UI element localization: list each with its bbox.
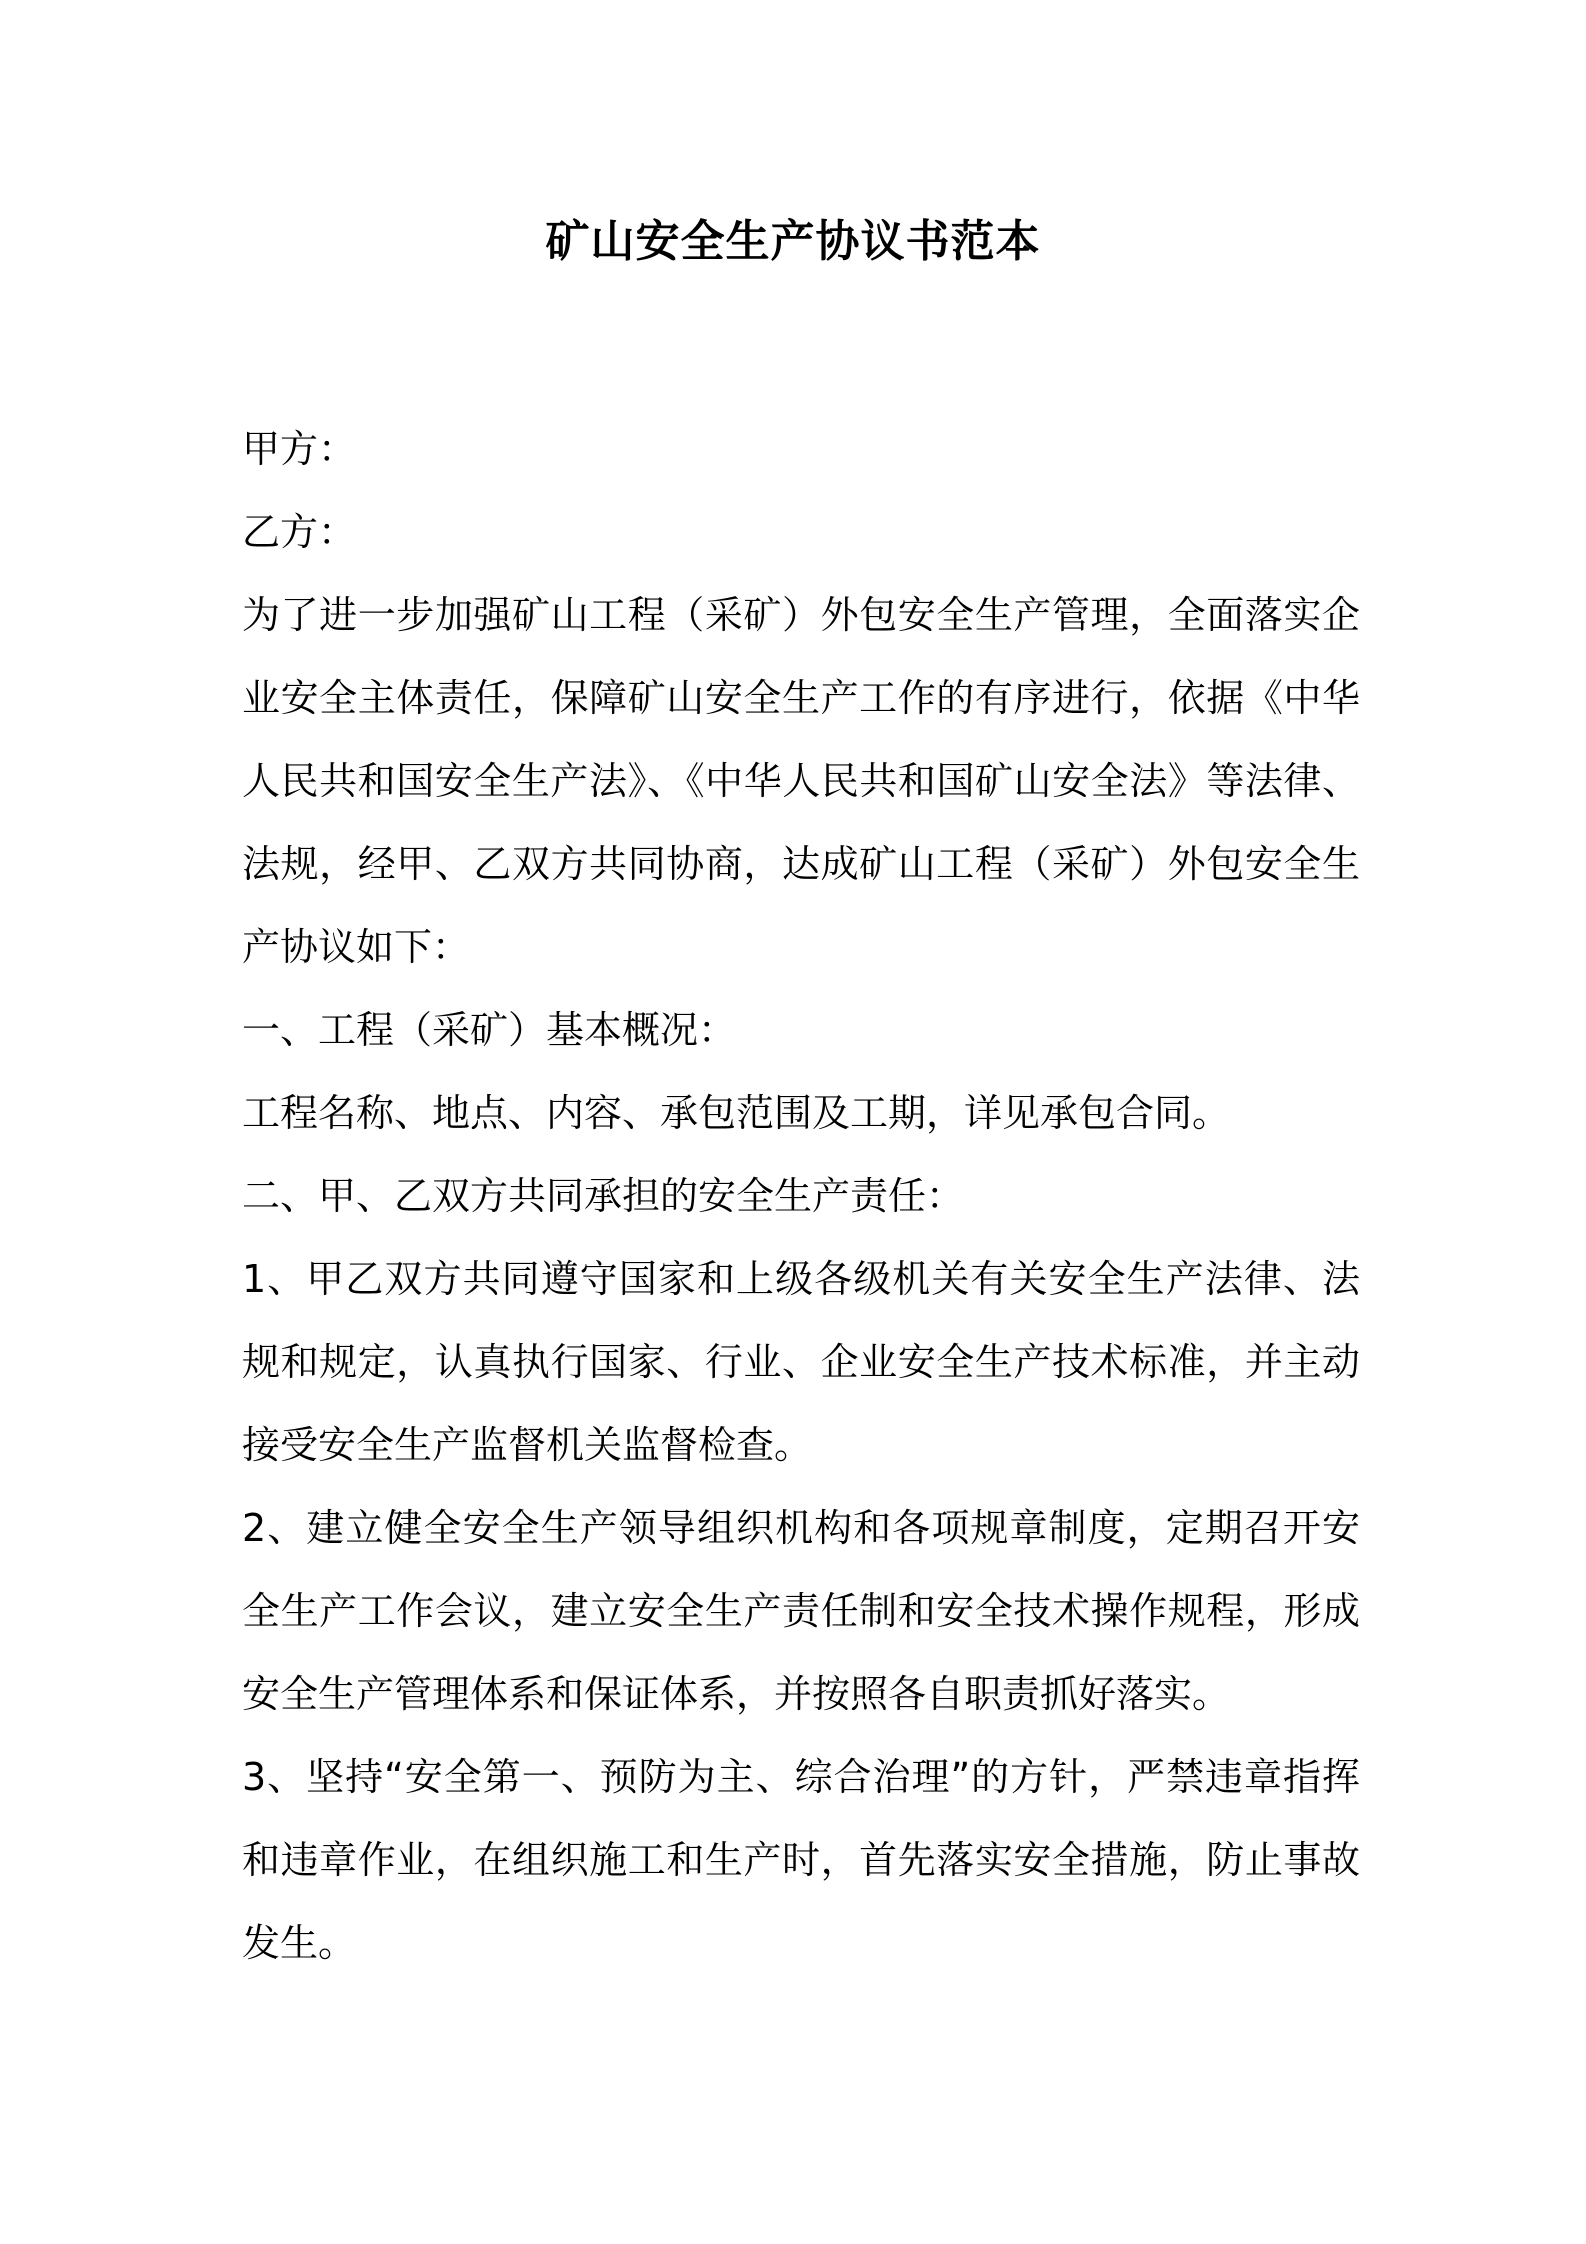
party-b-line: 乙方： bbox=[242, 510, 357, 554]
clause-2: 2、建立健全安全生产领导组织机构和各项规章制度，定期召开安全生产工作会议，建立安全生产责任制和安全技术操作规程，形成安全生产管理体系和保证体系，并按照各自职责抓好落实。 bbox=[242, 1506, 1360, 1716]
body-paragraph: 工程名称、地点、内容、承包范围及工期，详见承包合同。 bbox=[242, 1091, 1231, 1135]
section-heading-1: 一、工程（采矿）基本概况： bbox=[242, 1008, 737, 1052]
section-heading-2: 二、甲、乙双方共同承担的安全生产责任： bbox=[242, 1174, 965, 1218]
clause-3: 3、坚持“安全第一、预防为主、综合治理”的方针，严禁违章指挥和违章作业，在组织施工和生产时，首先落实安全措施，防止事故发生。 bbox=[242, 1755, 1360, 1965]
document-title: 矿山安全生产协议书范本 bbox=[545, 216, 1041, 267]
party-a-line: 甲方： bbox=[242, 427, 357, 471]
document-body bbox=[242, 408, 1360, 1985]
clause-1: 1、甲乙双方共同遵守国家和上级各级机关有关安全生产法律、法规和规定，认真执行国家、行业、企业安全生产技术标准，并主动接受安全生产监督机关监督检查。 bbox=[242, 1257, 1360, 1467]
preamble-paragraph: 为了进一步加强矿山工程（采矿）外包安全生产管理，全面落实企业安全主体责任，保障矿山安全生产工作的有序进行，依据《中华人民共和国安全生产法》、《中华人民共和国矿山安全法》等法律、法规，经甲、乙双方共同协商，达成矿山工程（采矿）外包安全生产协议如下： bbox=[242, 593, 1360, 969]
